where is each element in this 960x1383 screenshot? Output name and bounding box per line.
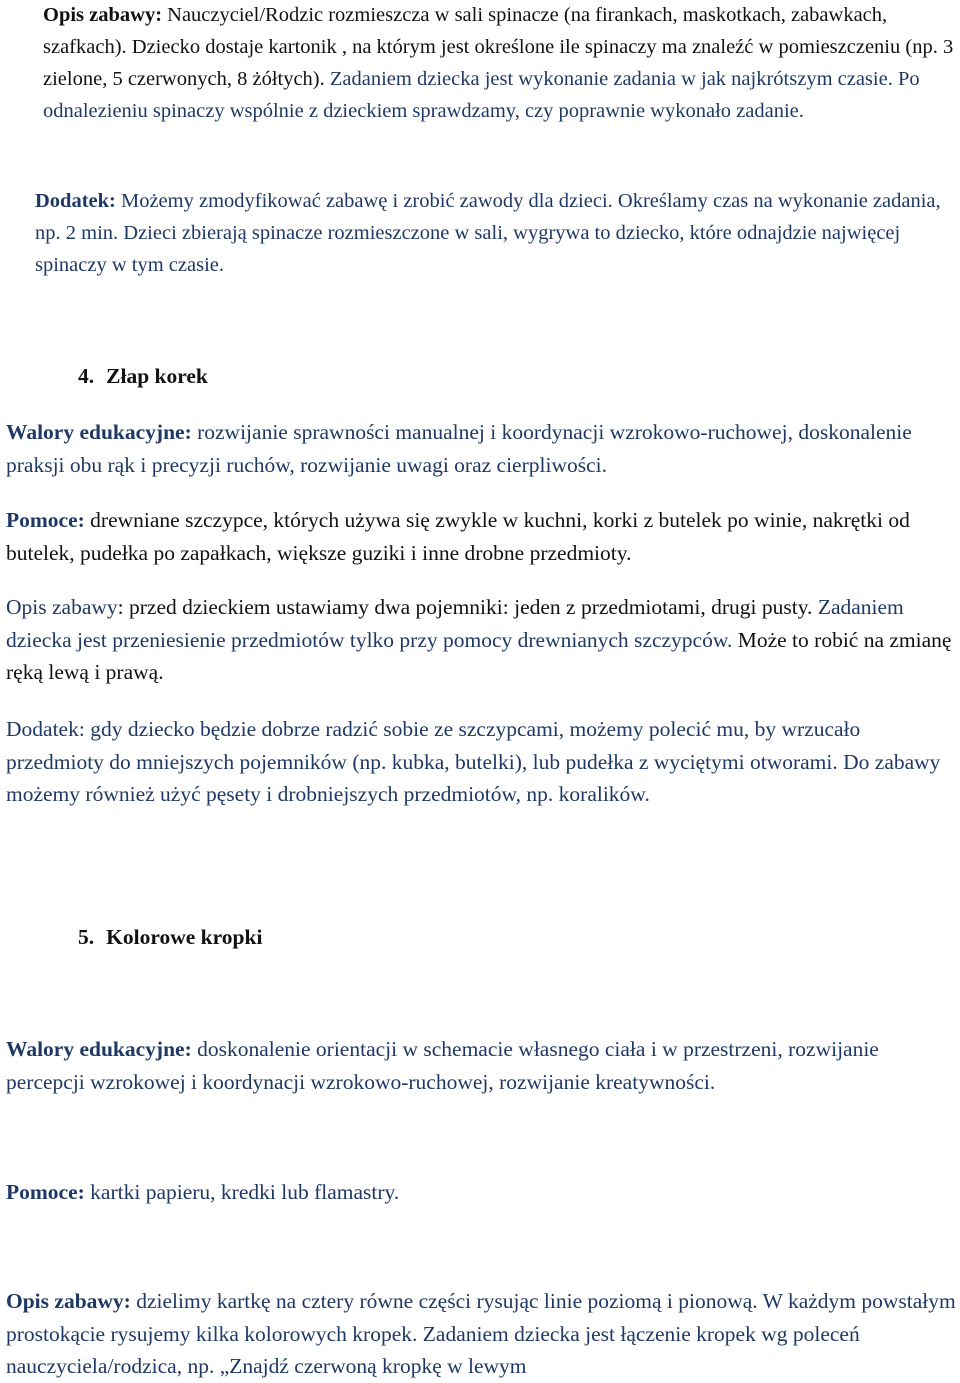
description-text-part1: Nauczyciel/Rodzic rozmieszcza w sali spinacze (na firankach, maskotkach, zabawkach, szafkach). Dziecko dostaje kartonik , na którym jest określone ile spinaczy ma znaleźć w pomieszczeniu (np. 3 zielone, 5 czerwonych, 8 żółtych).	[43, 4, 954, 90]
game-description-paragraph	[6, 1285, 958, 1383]
addendum-text-part1: : gdy dziecko będzie dobrze radzić sobie ze szczypcami, możemy polecić mu, by wrzucało przedmioty do mniejszych pojemników (np. kubka, butelki), lub pudełka z wyciętymi otworami.	[6, 717, 861, 774]
materials-paragraph	[6, 504, 958, 569]
description-label: Opis zabawy:	[6, 1289, 131, 1313]
educational-values-label: Walory edukacyjne:	[6, 1037, 192, 1061]
educational-values-label: Walory edukacyjne:	[6, 420, 192, 444]
addendum-text-part2: Do zabawy możemy również użyć pęsety i drobniejszych przedmiotów, np. koralików.	[6, 749, 941, 806]
addendum-paragraph	[6, 713, 958, 811]
description-text-part3: Zadaniem dziecka jest łączenie kropek wg poleceń nauczyciela/rodzica, np. „Znajdź czerwoną kropkę w lewym	[6, 1321, 860, 1378]
section-number: 5.	[78, 925, 95, 949]
description-text-part2: Zadaniem dziecka jest przeniesienie przedmiotów tylko przy pomocy drewnianych szczypców.	[6, 595, 904, 652]
materials-text: kartki papieru, kredki lub flamastry.	[84, 1180, 400, 1204]
description-text-part3: Po odnalezieniu spinaczy wspólnie z dzieckiem sprawdzamy, czy poprawnie wykonało zadanie.	[43, 68, 920, 122]
addendum-text-part1: Możemy zmodyfikować zabawę i zrobić zawody dla dzieci.	[115, 190, 613, 212]
addendum-label: Dodatek	[6, 717, 79, 741]
description-text-part1: dzielimy kartkę na cztery równe części rysując linie poziomą i pionową.	[130, 1289, 758, 1313]
educational-values-text: rozwijanie sprawności manualnej i koordynacji wzrokowo-ruchowej, doskonalenie praksji obu rąk i precyzji ruchów, rozwijanie uwagi oraz cierpliwości.	[6, 420, 912, 477]
educational-values-text: doskonalenie orientacji w schemacie własnego ciała i w przestrzeni, rozwijanie percepcji wzrokowej i koordynacji wzrokowo-ruchowej, rozwijanie kreatywności.	[6, 1037, 879, 1094]
description-text-part2: Zadaniem dziecka jest wykonanie zadania w jak najkrótszym czasie.	[324, 68, 893, 90]
materials-label: Pomoce:	[6, 508, 85, 532]
description-text-part2: W każdym powstałym prostokącie rysujemy kilka kolorowych kropek.	[6, 1289, 956, 1346]
description-label: Opis zabawy	[6, 595, 118, 619]
materials-text: drewniane szczypce, których używa się zwykle w kuchni, korki z butelek po winie, nakrętki od butelek, pudełka po zapałkach, większe guziki i inne drobne przedmioty.	[6, 508, 910, 565]
section-title: Kolorowe kropki	[106, 925, 263, 949]
addendum-label: Dodatek:	[35, 190, 116, 212]
addendum-text-part3: Dzieci zbierają spinacze rozmieszczone w sali, wygrywa to dziecko, które odnajdzie najwięcej spinaczy w tym czasie.	[35, 222, 901, 276]
section-heading	[78, 925, 262, 950]
game-description-paragraph	[43, 0, 955, 127]
materials-label: Pomoce:	[6, 1180, 85, 1204]
educational-values-paragraph	[6, 416, 958, 481]
game-description-paragraph	[6, 591, 958, 689]
description-text-part1: : przed dzieckiem ustawiamy dwa pojemniki: jeden z przedmiotami, drugi pusty.	[117, 595, 813, 619]
section-title: Złap korek	[106, 364, 208, 388]
section-heading	[78, 364, 208, 389]
addendum-text-part2: Określamy czas na wykonanie zadania, np. 2 min.	[35, 190, 941, 244]
section-number: 4.	[78, 364, 95, 388]
educational-values-paragraph	[6, 1033, 958, 1098]
description-label: Opis zabawy:	[43, 4, 163, 26]
description-text-part3: Może to robić na zmianę ręką lewą i prawą.	[6, 627, 952, 684]
addendum-paragraph	[35, 185, 955, 281]
materials-paragraph	[6, 1176, 958, 1209]
